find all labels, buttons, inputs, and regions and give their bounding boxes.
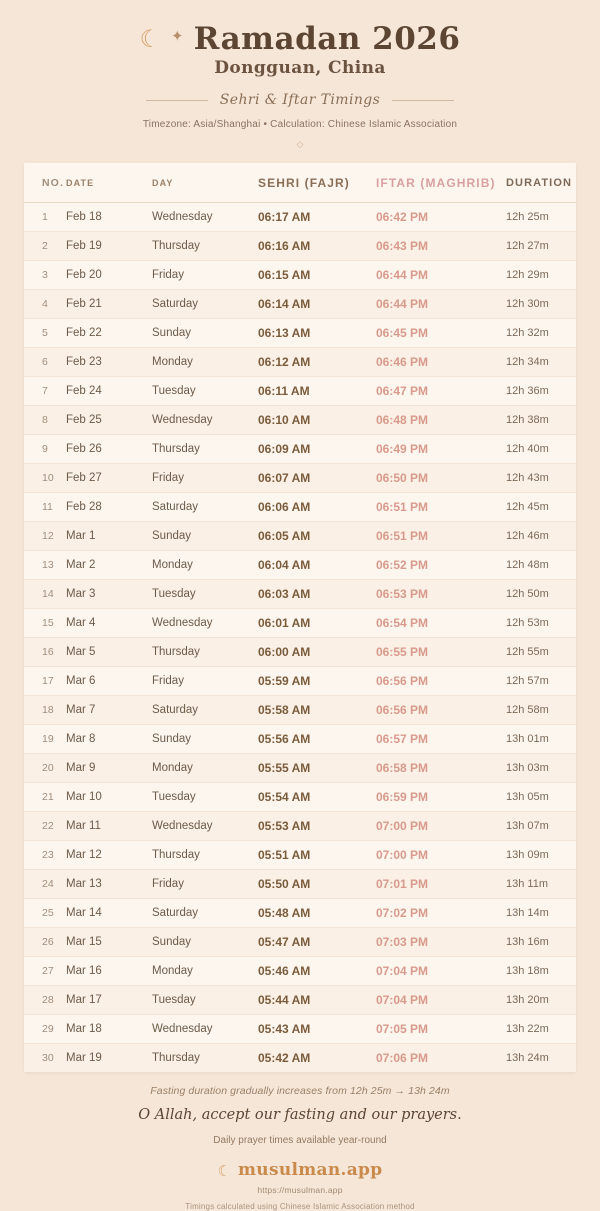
cell-date: Mar 19 (66, 1052, 102, 1065)
cell-duration: 12h 46m (506, 530, 549, 543)
cell-duration: 13h 16m (506, 936, 549, 949)
cell-no: 4 (42, 298, 48, 311)
table-row (24, 1044, 576, 1073)
cell-duration: 13h 24m (506, 1052, 549, 1065)
cell-date: Feb 18 (66, 211, 102, 224)
availability-note: Daily prayer times available year-round (213, 1135, 387, 1147)
table-body (24, 203, 576, 1073)
table-row (24, 870, 576, 899)
cell-iftar: 07:04 PM (376, 993, 429, 1008)
title-row (0, 22, 600, 56)
cell-iftar: 07:06 PM (376, 1051, 429, 1066)
table-row (24, 609, 576, 638)
cell-no: 22 (42, 820, 54, 833)
cell-sehri: 06:01 AM (258, 616, 311, 631)
table-row (24, 638, 576, 667)
cell-day: Thursday (152, 1052, 200, 1065)
cell-day: Saturday (152, 501, 199, 514)
table-row (24, 841, 576, 870)
star-icon: ✦ (171, 27, 184, 45)
cell-day: Wednesday (152, 414, 213, 427)
cell-iftar: 06:50 PM (376, 471, 429, 486)
cell-sehri: 06:03 AM (258, 587, 311, 602)
cell-no: 12 (42, 530, 54, 543)
cell-duration: 13h 18m (506, 965, 549, 978)
cell-iftar: 07:01 PM (376, 877, 429, 892)
cell-iftar: 07:02 PM (376, 906, 429, 921)
cell-day: Tuesday (152, 385, 196, 398)
column-header-sehri: SEHRI (FAJR) (258, 163, 376, 203)
cell-day: Sunday (152, 733, 192, 746)
table-row (24, 232, 576, 261)
cell-no: 30 (42, 1052, 54, 1065)
cell-date: Mar 3 (66, 588, 96, 601)
cell-iftar: 06:53 PM (376, 587, 429, 602)
cell-iftar: 06:44 PM (376, 297, 429, 312)
brand-name[interactable]: musulman.app (238, 1160, 383, 1181)
cell-iftar: 06:55 PM (376, 645, 429, 660)
table-row (24, 551, 576, 580)
cell-day: Wednesday (152, 1023, 213, 1036)
cell-sehri: 06:10 AM (258, 413, 311, 428)
cell-day: Wednesday (152, 617, 213, 630)
table-row (24, 464, 576, 493)
cell-sehri: 06:00 AM (258, 645, 311, 660)
cell-iftar: 06:48 PM (376, 413, 429, 428)
table-row (24, 493, 576, 522)
cell-no: 11 (42, 501, 53, 514)
cell-iftar: 06:56 PM (376, 703, 429, 718)
cell-day: Monday (152, 559, 193, 572)
cell-iftar: 06:52 PM (376, 558, 429, 573)
table-row (24, 696, 576, 725)
cell-sehri: 05:59 AM (258, 674, 311, 689)
cell-date: Feb 21 (66, 298, 102, 311)
cell-day: Sunday (152, 530, 192, 543)
cell-sehri: 05:48 AM (258, 906, 311, 921)
table-header (24, 163, 576, 203)
cell-date: Mar 5 (66, 646, 96, 659)
cell-iftar: 07:00 PM (376, 848, 429, 863)
divider-left (146, 100, 208, 101)
cell-duration: 12h 30m (506, 298, 549, 311)
cell-sehri: 05:56 AM (258, 732, 311, 747)
cell-sehri: 06:15 AM (258, 268, 311, 283)
cell-iftar: 06:43 PM (376, 239, 429, 254)
table-row (24, 319, 576, 348)
cell-date: Mar 4 (66, 617, 96, 630)
cell-no: 9 (42, 443, 48, 456)
column-header-duration: DURATION (506, 163, 576, 203)
cell-date: Mar 17 (66, 994, 102, 1007)
cell-day: Thursday (152, 240, 200, 253)
cell-date: Feb 27 (66, 472, 102, 485)
cell-duration: 13h 07m (506, 820, 549, 833)
cell-no: 1 (42, 211, 48, 224)
cell-no: 20 (42, 762, 54, 775)
cell-sehri: 06:17 AM (258, 210, 311, 225)
cell-day: Tuesday (152, 791, 196, 804)
cell-iftar: 06:59 PM (376, 790, 429, 805)
cell-duration: 12h 38m (506, 414, 549, 427)
cell-no: 26 (42, 936, 54, 949)
cell-no: 29 (42, 1023, 54, 1036)
cell-no: 17 (42, 675, 54, 688)
cell-day: Thursday (152, 849, 200, 862)
cell-duration: 12h 36m (506, 385, 549, 398)
cell-iftar: 07:04 PM (376, 964, 429, 979)
table-row (24, 203, 576, 232)
cell-date: Mar 12 (66, 849, 102, 862)
cell-duration: 12h 32m (506, 327, 549, 340)
cell-day: Friday (152, 472, 184, 485)
brand-row[interactable] (0, 1160, 600, 1180)
cell-date: Mar 9 (66, 762, 96, 775)
cell-duration: 13h 01m (506, 733, 549, 746)
cell-iftar: 06:49 PM (376, 442, 429, 457)
cell-date: Mar 18 (66, 1023, 102, 1036)
cell-sehri: 06:14 AM (258, 297, 311, 312)
cell-day: Tuesday (152, 588, 196, 601)
cell-duration: 13h 22m (506, 1023, 549, 1036)
table-row (24, 261, 576, 290)
cell-day: Monday (152, 762, 193, 775)
cell-duration: 12h 45m (506, 501, 549, 514)
cell-day: Saturday (152, 298, 199, 311)
table-row (24, 725, 576, 754)
brand-url[interactable]: https://musulman.app (257, 1185, 343, 1196)
cell-day: Sunday (152, 936, 192, 949)
cell-sehri: 05:47 AM (258, 935, 311, 950)
cell-iftar: 06:47 PM (376, 384, 429, 399)
cell-date: Mar 8 (66, 733, 96, 746)
cell-sehri: 06:09 AM (258, 442, 311, 457)
brand-crescent-icon: ☾ (217, 1162, 232, 1180)
cell-iftar: 06:46 PM (376, 355, 429, 370)
table-row (24, 783, 576, 812)
cell-no: 10 (42, 472, 54, 485)
cell-no: 13 (42, 559, 54, 572)
cell-sehri: 06:12 AM (258, 355, 311, 370)
cell-day: Saturday (152, 704, 199, 717)
cell-iftar: 06:54 PM (376, 616, 429, 631)
table-row (24, 377, 576, 406)
cell-iftar: 06:56 PM (376, 674, 429, 689)
cell-duration: 12h 55m (506, 646, 549, 659)
cell-day: Friday (152, 675, 184, 688)
cell-date: Mar 10 (66, 791, 102, 804)
cell-duration: 13h 11m (506, 878, 548, 891)
cell-day: Friday (152, 878, 184, 891)
timings-subtitle: Sehri & Iftar Timings (219, 92, 381, 109)
cell-sehri: 06:16 AM (258, 239, 311, 254)
column-header-iftar: IFTAR (MAGHRIB) (376, 163, 506, 203)
cell-iftar: 06:51 PM (376, 500, 429, 515)
cell-duration: 12h 27m (506, 240, 549, 253)
table-row (24, 986, 576, 1015)
column-header-no: NO. (24, 163, 66, 203)
timezone-calculation-meta: Timezone: Asia/Shanghai • Calculation: Chinese Islamic Association (142, 119, 458, 131)
cell-day: Monday (152, 356, 193, 369)
cell-no: 21 (42, 791, 54, 804)
cell-duration: 13h 14m (506, 907, 549, 920)
cell-no: 18 (42, 704, 54, 717)
cell-sehri: 06:11 AM (258, 384, 310, 399)
divider-right (392, 100, 454, 101)
table-row (24, 928, 576, 957)
cell-no: 3 (42, 269, 48, 282)
cell-no: 28 (42, 994, 54, 1007)
cell-day: Monday (152, 965, 193, 978)
cell-duration: 12h 53m (506, 617, 549, 630)
cell-sehri: 05:51 AM (258, 848, 311, 863)
cell-date: Feb 20 (66, 269, 102, 282)
cell-date: Mar 13 (66, 878, 102, 891)
cell-sehri: 06:13 AM (258, 326, 311, 341)
city-subtitle: Dongguan, China (214, 58, 386, 79)
cell-date: Mar 11 (66, 820, 101, 833)
cell-sehri: 05:55 AM (258, 761, 311, 776)
calculation-method-note: Timings calculated using Chinese Islamic Association method (185, 1202, 415, 1211)
cell-duration: 12h 34m (506, 356, 549, 369)
timings-table-card (24, 163, 576, 1072)
cell-sehri: 05:43 AM (258, 1022, 311, 1037)
cell-no: 8 (42, 414, 48, 427)
diamond-ornament-icon: ◇ (296, 139, 304, 150)
cell-date: Mar 6 (66, 675, 96, 688)
cell-sehri: 06:04 AM (258, 558, 311, 573)
cell-duration: 12h 29m (506, 269, 549, 282)
cell-sehri: 05:58 AM (258, 703, 311, 718)
cell-iftar: 07:00 PM (376, 819, 429, 834)
cell-sehri: 05:54 AM (258, 790, 311, 805)
subtitle-row (0, 92, 600, 108)
table-row (24, 1015, 576, 1044)
crescent-moon-icon: ☾ (139, 26, 162, 54)
cell-date: Mar 14 (66, 907, 102, 920)
cell-no: 6 (42, 356, 48, 369)
cell-iftar: 06:42 PM (376, 210, 429, 225)
table-row (24, 667, 576, 696)
table-row (24, 290, 576, 319)
cell-sehri: 05:44 AM (258, 993, 311, 1008)
cell-date: Mar 15 (66, 936, 102, 949)
cell-day: Friday (152, 269, 184, 282)
cell-day: Tuesday (152, 994, 196, 1007)
cell-duration: 12h 57m (506, 675, 549, 688)
cell-no: 16 (42, 646, 54, 659)
cell-no: 14 (42, 588, 54, 601)
cell-sehri: 06:06 AM (258, 500, 311, 515)
cell-no: 23 (42, 849, 54, 862)
cell-iftar: 07:03 PM (376, 935, 429, 950)
cell-duration: 12h 50m (506, 588, 549, 601)
column-header-day: DAY (152, 163, 258, 203)
cell-date: Feb 25 (66, 414, 102, 427)
cell-date: Feb 28 (66, 501, 102, 514)
cell-no: 2 (42, 240, 48, 253)
cell-day: Wednesday (152, 820, 213, 833)
cell-sehri: 05:53 AM (258, 819, 311, 834)
cell-no: 19 (42, 733, 54, 746)
cell-iftar: 06:45 PM (376, 326, 429, 341)
cell-duration: 13h 09m (506, 849, 549, 862)
cell-iftar: 06:51 PM (376, 529, 429, 544)
cell-date: Mar 2 (66, 559, 96, 572)
cell-sehri: 06:07 AM (258, 471, 311, 486)
cell-no: 15 (42, 617, 54, 630)
cell-no: 24 (42, 878, 54, 891)
cell-day: Thursday (152, 443, 200, 456)
cell-date: Feb 19 (66, 240, 102, 253)
cell-duration: 12h 43m (506, 472, 549, 485)
cell-duration: 12h 25m (506, 211, 549, 224)
cell-no: 25 (42, 907, 54, 920)
table-row (24, 899, 576, 928)
cell-day: Wednesday (152, 211, 213, 224)
cell-duration: 13h 20m (506, 994, 549, 1007)
cell-no: 27 (42, 965, 54, 978)
table-row (24, 522, 576, 551)
table-row (24, 957, 576, 986)
table-row (24, 348, 576, 377)
cell-sehri: 05:46 AM (258, 964, 311, 979)
cell-duration: 12h 48m (506, 559, 549, 572)
cell-duration: 13h 03m (506, 762, 549, 775)
table-row (24, 435, 576, 464)
cell-date: Feb 22 (66, 327, 102, 340)
table-row (24, 580, 576, 609)
cell-date: Feb 26 (66, 443, 102, 456)
table-row (24, 812, 576, 841)
cell-sehri: 05:42 AM (258, 1051, 311, 1066)
column-header-date: DATE (66, 163, 152, 203)
cell-sehri: 05:50 AM (258, 877, 311, 892)
cell-duration: 12h 40m (506, 443, 549, 456)
table-header-row (24, 163, 576, 203)
cell-sehri: 06:05 AM (258, 529, 311, 544)
cell-iftar: 06:57 PM (376, 732, 429, 747)
cell-iftar: 06:58 PM (376, 761, 429, 776)
cell-date: Mar 7 (66, 704, 96, 717)
table-row (24, 754, 576, 783)
table-row (24, 406, 576, 435)
cell-duration: 13h 05m (506, 791, 549, 804)
cell-date: Feb 23 (66, 356, 102, 369)
cell-iftar: 06:44 PM (376, 268, 429, 283)
timings-table (24, 163, 576, 1072)
cell-day: Saturday (152, 907, 199, 920)
page-header (0, 0, 600, 149)
cell-day: Thursday (152, 646, 200, 659)
cell-iftar: 07:05 PM (376, 1022, 429, 1037)
cell-date: Mar 1 (66, 530, 96, 543)
duration-note: Fasting duration gradually increases from 12h 25m → 13h 24m (150, 1085, 450, 1098)
cell-no: 5 (42, 327, 48, 340)
cell-date: Mar 16 (66, 965, 102, 978)
cell-date: Feb 24 (66, 385, 102, 398)
cell-day: Sunday (152, 327, 192, 340)
page-title: Ramadan 2026 (193, 21, 461, 57)
cell-duration: 12h 58m (506, 704, 549, 717)
dua-text: O Allah, accept our fasting and our prayers. (138, 1107, 462, 1124)
cell-no: 7 (42, 385, 48, 398)
